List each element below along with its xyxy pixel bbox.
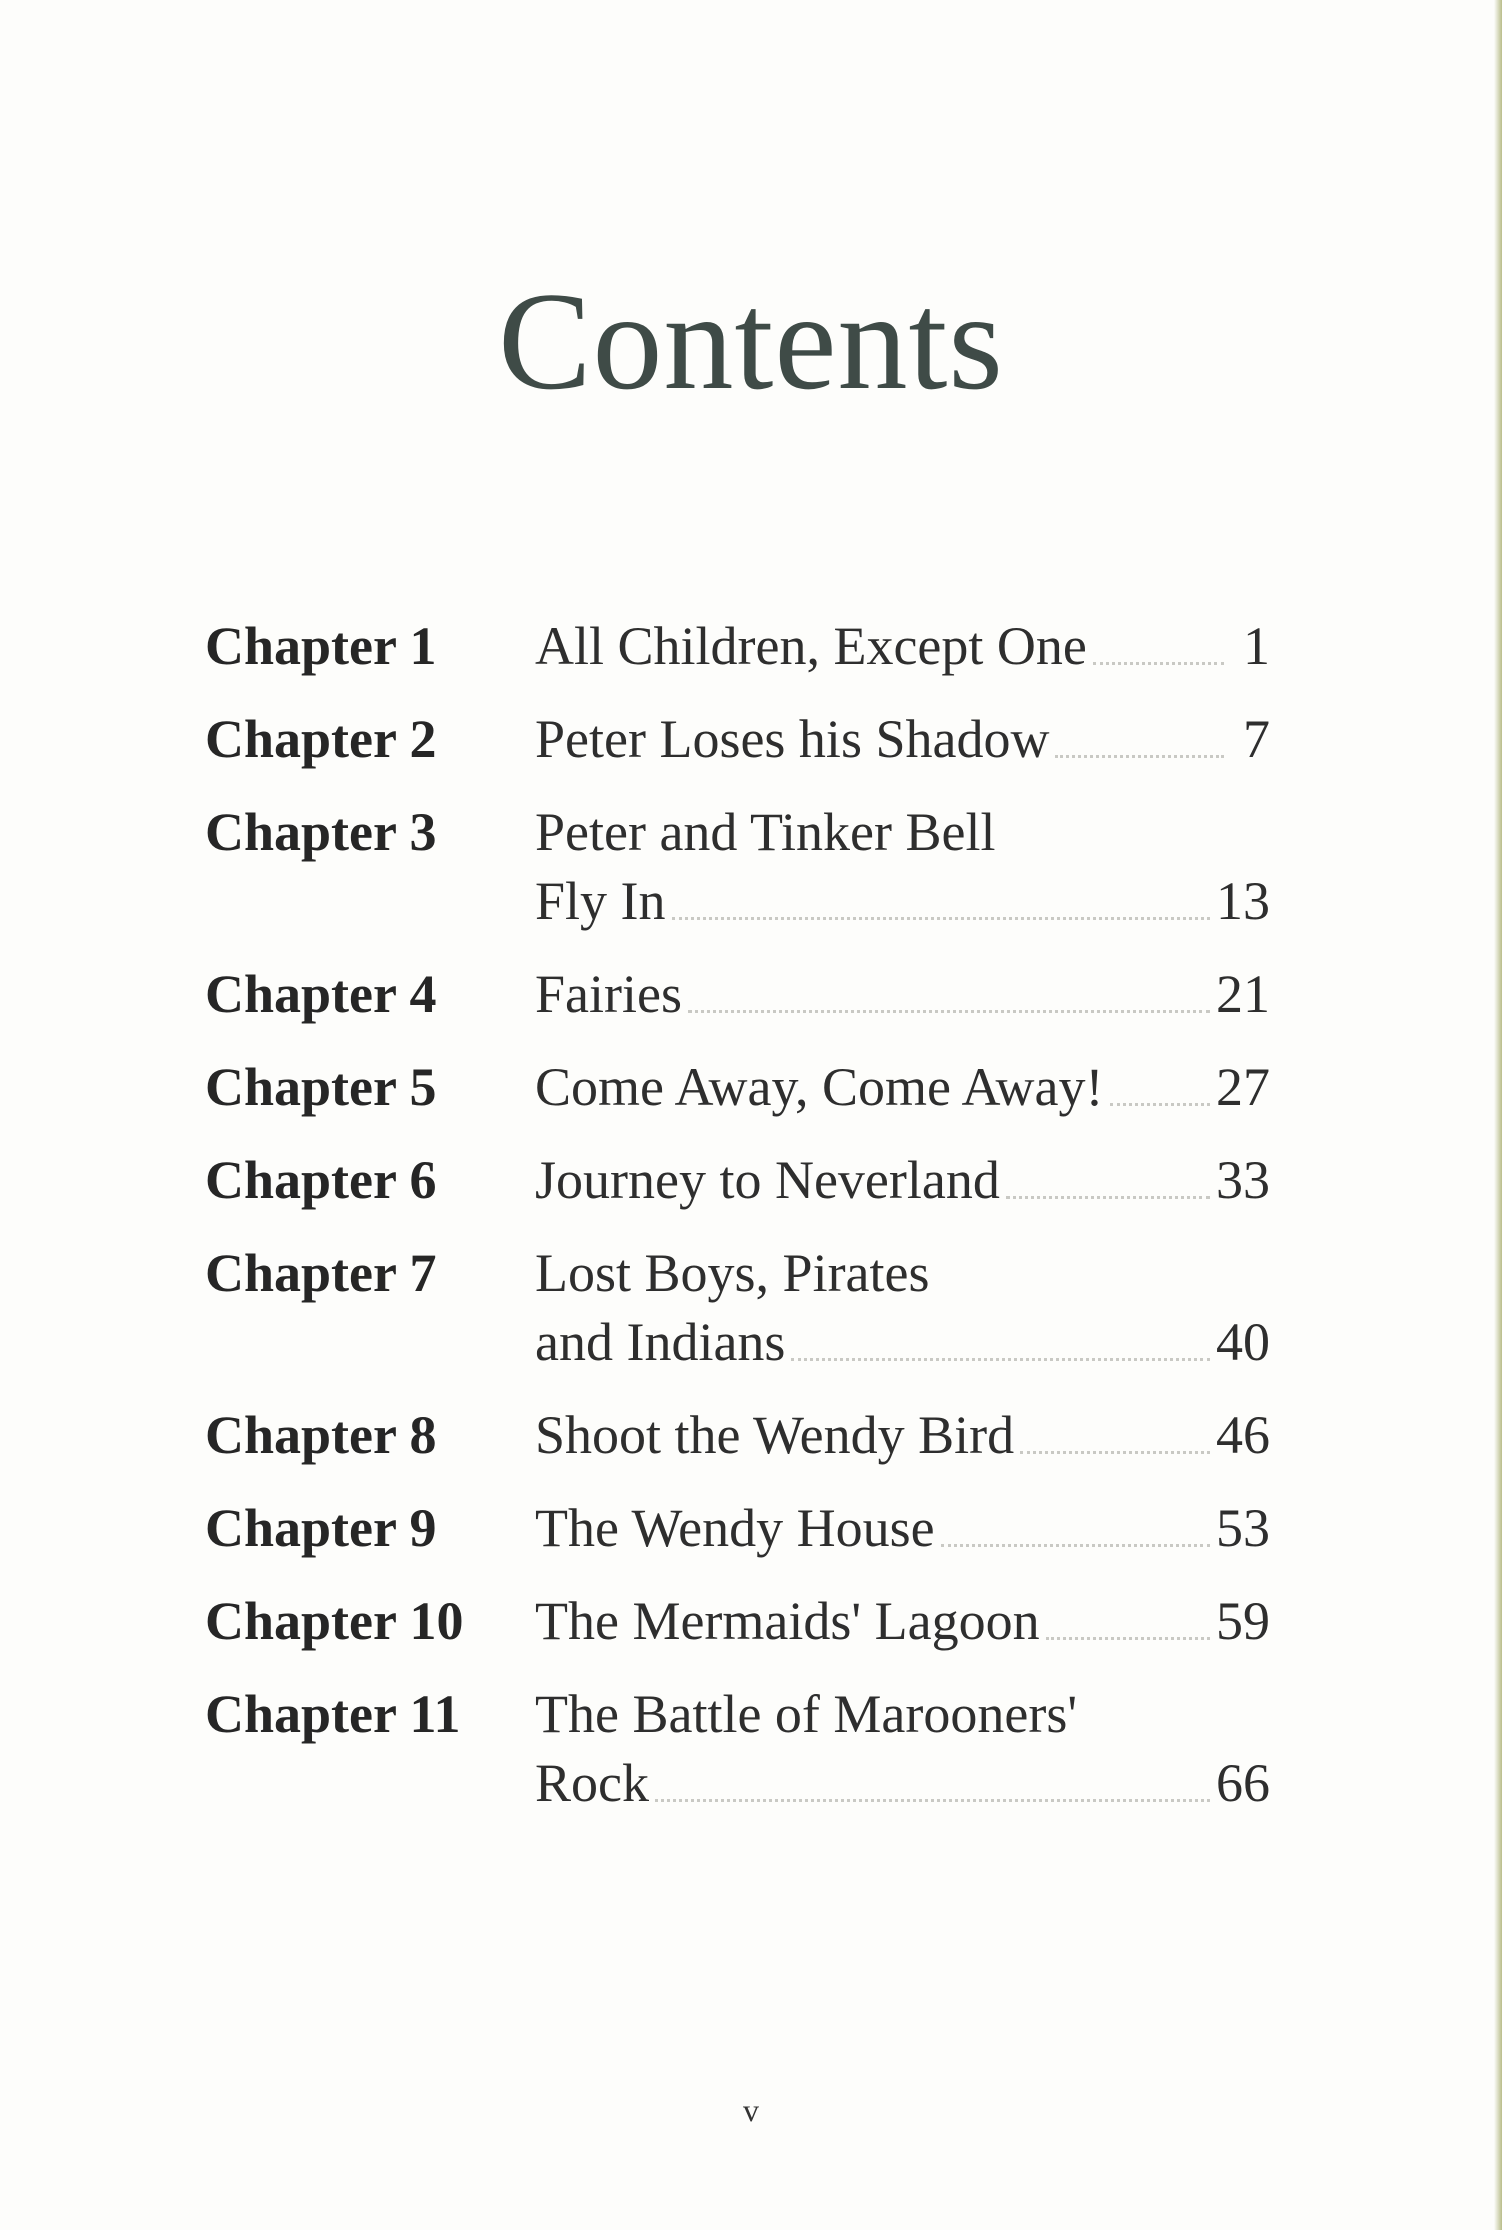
toc-entry xyxy=(205,1680,1270,1818)
page-reference: 21 xyxy=(1216,964,1270,1024)
chapter-label: Chapter 7 xyxy=(205,1243,437,1303)
dot-leader xyxy=(1006,1196,1210,1199)
entry-line xyxy=(535,1587,1270,1656)
page-reference: 13 xyxy=(1216,871,1270,931)
entry-line xyxy=(535,1239,1270,1308)
chapter-title: The Battle of Marooners' xyxy=(535,1684,1078,1744)
entry-line xyxy=(535,1749,1270,1818)
chapter-title: Fairies xyxy=(535,964,682,1024)
chapter-title: Fly In xyxy=(535,871,666,931)
dot-leader xyxy=(1046,1637,1210,1640)
toc-entry xyxy=(205,1401,1270,1470)
page-title: Contents xyxy=(498,264,1004,419)
dot-leader xyxy=(1055,755,1224,758)
page-reference: 40 xyxy=(1216,1312,1270,1372)
chapter-title: Peter and Tinker Bell xyxy=(535,802,996,862)
toc-entry xyxy=(205,1494,1270,1563)
entry-body xyxy=(535,798,1270,936)
entry-body xyxy=(535,1053,1270,1122)
entry-line xyxy=(535,1308,1270,1377)
dot-leader xyxy=(1110,1103,1210,1106)
chapter-label: Chapter 10 xyxy=(205,1591,464,1651)
chapter-label: Chapter 4 xyxy=(205,964,437,1024)
chapter-label: Chapter 6 xyxy=(205,1150,437,1210)
page-reference: 46 xyxy=(1216,1405,1270,1465)
entry-body xyxy=(535,1239,1270,1377)
entry-line xyxy=(535,1680,1270,1749)
entry-line xyxy=(535,1146,1270,1215)
dot-leader xyxy=(941,1544,1210,1547)
toc-entry xyxy=(205,1053,1270,1122)
entry-line xyxy=(535,1053,1270,1122)
chapter-title: Lost Boys, Pirates xyxy=(535,1243,930,1303)
entry-line xyxy=(535,960,1270,1029)
entry-body xyxy=(535,1494,1270,1563)
page-reference: 59 xyxy=(1216,1591,1270,1651)
toc-entry xyxy=(205,612,1270,681)
dot-leader xyxy=(1020,1451,1210,1454)
page-reference: 53 xyxy=(1216,1498,1270,1558)
chapter-title: All Children, Except One xyxy=(535,616,1087,676)
page-number: v xyxy=(743,2092,759,2128)
page-reference: 1 xyxy=(1243,616,1270,676)
toc-entry xyxy=(205,1146,1270,1215)
chapter-title: and Indians xyxy=(535,1312,786,1372)
chapter-label: Chapter 8 xyxy=(205,1405,437,1465)
toc-entry xyxy=(205,705,1270,774)
dot-leader xyxy=(672,917,1210,920)
chapter-title: Journey to Neverland xyxy=(535,1150,1000,1210)
entry-body xyxy=(535,1680,1270,1818)
dot-leader xyxy=(1093,662,1224,665)
entry-line xyxy=(535,705,1270,774)
entry-body xyxy=(535,612,1270,681)
entry-body xyxy=(535,705,1270,774)
chapter-title: Rock xyxy=(535,1753,649,1813)
toc-entry xyxy=(205,1587,1270,1656)
chapter-label: Chapter 9 xyxy=(205,1498,437,1558)
chapter-title: Shoot the Wendy Bird xyxy=(535,1405,1015,1465)
page-reference: 27 xyxy=(1216,1057,1270,1117)
entry-line xyxy=(535,867,1270,936)
entry-line xyxy=(535,1494,1270,1563)
dot-leader xyxy=(655,1799,1210,1802)
chapter-title: Come Away, Come Away! xyxy=(535,1057,1104,1117)
dot-leader xyxy=(688,1010,1210,1013)
table-of-contents xyxy=(205,612,1270,1842)
chapter-label: Chapter 1 xyxy=(205,616,437,676)
entry-line xyxy=(535,798,1270,867)
page-reference: 33 xyxy=(1216,1150,1270,1210)
entry-body xyxy=(535,1146,1270,1215)
chapter-label: Chapter 5 xyxy=(205,1057,437,1117)
chapter-label: Chapter 3 xyxy=(205,802,437,862)
chapter-title: The Mermaids' Lagoon xyxy=(535,1591,1040,1651)
page-reference: 7 xyxy=(1243,709,1270,769)
chapter-title: Peter Loses his Shadow xyxy=(535,709,1050,769)
dot-leader xyxy=(791,1358,1210,1361)
toc-entry xyxy=(205,1239,1270,1377)
entry-line xyxy=(535,612,1270,681)
chapter-label: Chapter 2 xyxy=(205,709,437,769)
entry-body xyxy=(535,1587,1270,1656)
toc-entry xyxy=(205,798,1270,936)
chapter-title: The Wendy House xyxy=(535,1498,935,1558)
chapter-label: Chapter 11 xyxy=(205,1684,461,1744)
entry-line xyxy=(535,1401,1270,1470)
toc-entry xyxy=(205,960,1270,1029)
page-reference: 66 xyxy=(1216,1753,1270,1813)
entry-body xyxy=(535,960,1270,1029)
entry-body xyxy=(535,1401,1270,1470)
